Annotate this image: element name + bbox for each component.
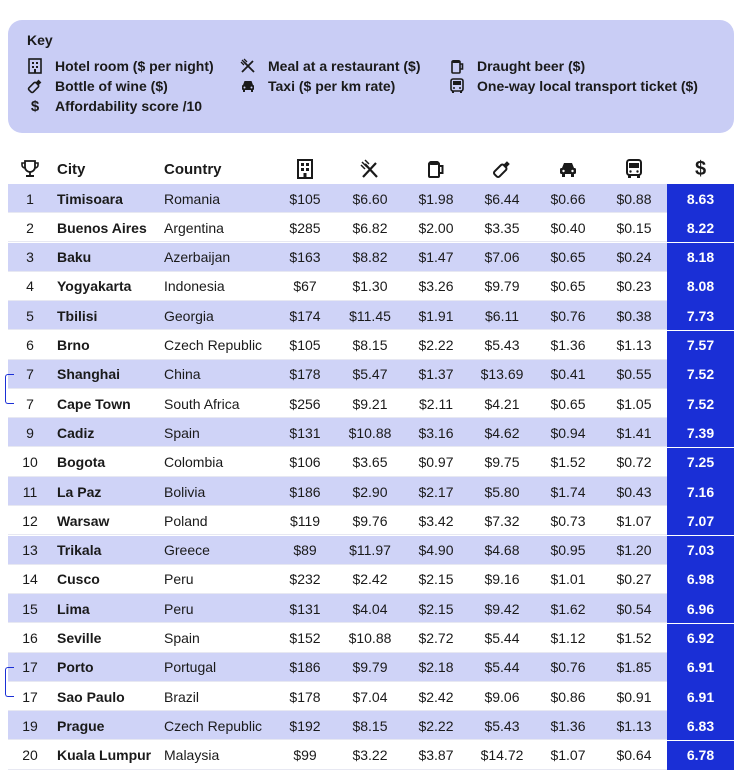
beer-cell: $3.26 — [418, 278, 454, 295]
key-label-taxi: Taxi ($ per km rate) — [268, 78, 396, 94]
hotel-cell: $106 — [289, 454, 321, 471]
taxi-cell: $0.76 — [550, 659, 586, 676]
meal-cell: $4.04 — [352, 600, 388, 617]
wine-cell: $9.16 — [484, 571, 520, 588]
hotel-cell: $105 — [289, 337, 321, 353]
rank-cell: 19 — [22, 717, 38, 734]
rank-cell: 14 — [22, 571, 38, 588]
wine-cell: $5.44 — [484, 630, 520, 646]
table-row — [8, 624, 734, 653]
city-cell: Baku — [57, 249, 92, 266]
meal-cell: $5.47 — [352, 366, 388, 383]
wine-bottle-icon — [471, 155, 533, 183]
rank-cell: 5 — [26, 307, 34, 324]
hotel-cell: $256 — [289, 395, 321, 412]
city-cell: Shanghai — [57, 366, 121, 383]
table-row — [8, 536, 734, 565]
country-cell: Czech Republic — [164, 337, 263, 353]
dollar-icon: $ — [30, 97, 40, 115]
wine-cell: $9.79 — [484, 278, 520, 295]
country-cell: Portugal — [164, 659, 217, 676]
taxi-cell: $0.65 — [550, 395, 586, 412]
table-row — [8, 418, 734, 447]
key-label-hotel: Hotel room ($ per night) — [55, 58, 214, 74]
beer-cell: $3.87 — [418, 747, 454, 764]
key-label-score: Affordability score /10 — [55, 98, 203, 114]
rank-cell: 9 — [26, 424, 34, 441]
score-cell: 6.91 — [667, 682, 734, 711]
beer-cell: $1.98 — [418, 190, 454, 207]
hotel-cell: $178 — [289, 366, 321, 383]
taxi-cell: $0.95 — [550, 542, 586, 559]
rank-cell: 10 — [22, 454, 38, 471]
wine-cell: $4.21 — [484, 395, 520, 412]
rank-cell: 12 — [22, 512, 38, 529]
meal-cell: $10.88 — [348, 424, 392, 441]
taxi-cell: $1.62 — [550, 600, 586, 617]
score-cell: 6.98 — [667, 565, 734, 594]
hotel-cell: $131 — [289, 424, 321, 441]
hotel-cell: $285 — [289, 219, 321, 236]
beer-cell: $2.22 — [418, 337, 454, 353]
city-cell: Lima — [57, 600, 90, 617]
wine-cell: $9.06 — [484, 688, 520, 705]
beer-cell: $2.00 — [418, 219, 454, 236]
rank-cell: 16 — [22, 630, 38, 646]
taxi-icon — [537, 155, 599, 183]
city-cell: Trikala — [57, 542, 102, 559]
wine-cell: $5.44 — [484, 659, 520, 676]
beer-icon — [405, 155, 467, 183]
rank-cell: 11 — [22, 483, 38, 500]
hotel-cell: $89 — [293, 542, 317, 559]
rank-cell: 7 — [26, 366, 34, 383]
taxi-cell: $1.52 — [550, 454, 586, 471]
header-score: $ — [694, 157, 707, 180]
beer-cell: $2.17 — [418, 483, 454, 500]
rank-cell: 7 — [26, 395, 34, 412]
beer-cell: $2.22 — [418, 717, 454, 734]
transport-cell: $0.72 — [616, 454, 652, 471]
beer-icon — [449, 58, 465, 74]
beer-cell: $2.11 — [419, 395, 453, 412]
meal-cell: $9.21 — [352, 395, 388, 412]
taxi-cell: $1.07 — [550, 747, 586, 764]
hotel-icon — [27, 58, 43, 74]
taxi-cell: $0.65 — [550, 278, 586, 295]
transport-cell: $0.23 — [616, 278, 652, 295]
city-cell: Tbilisi — [57, 307, 98, 324]
table-row — [8, 448, 734, 477]
country-cell: Romania — [164, 190, 221, 207]
score-cell: 6.92 — [667, 624, 734, 653]
utensils-icon — [240, 58, 256, 74]
transport-cell: $1.41 — [616, 424, 652, 441]
wine-cell: $6.11 — [485, 307, 519, 324]
wine-cell: $5.80 — [484, 483, 520, 500]
meal-cell: $6.60 — [352, 190, 388, 207]
taxi-cell: $0.76 — [550, 307, 586, 324]
score-cell: 7.52 — [667, 389, 734, 418]
transport-cell: $1.05 — [616, 395, 652, 412]
hotel-cell: $186 — [289, 659, 321, 676]
transport-cell: $1.85 — [616, 659, 652, 676]
city-cell: Buenos Aires — [57, 219, 147, 236]
city-cell: Yogyakarta — [57, 278, 132, 295]
beer-cell: $4.90 — [418, 542, 454, 559]
score-cell: 6.96 — [667, 594, 734, 623]
transport-cell: $0.54 — [616, 600, 652, 617]
country-cell: Indonesia — [164, 278, 225, 295]
table-row — [8, 711, 734, 740]
meal-cell: $9.79 — [352, 659, 388, 676]
hotel-cell: $186 — [289, 483, 321, 500]
transport-cell: $1.13 — [616, 717, 652, 734]
meal-cell: $3.65 — [352, 454, 388, 471]
rank-cell: 15 — [22, 600, 38, 617]
country-cell: Malaysia — [164, 747, 220, 764]
rank-cell: 6 — [26, 337, 34, 353]
meal-cell: $2.42 — [352, 571, 388, 588]
meal-cell: $8.15 — [352, 717, 388, 734]
score-cell: 7.16 — [667, 477, 734, 506]
meal-cell: $11.97 — [349, 542, 391, 559]
score-cell: 7.03 — [667, 536, 734, 565]
meal-cell: $8.82 — [352, 249, 388, 266]
key-item-transport — [449, 78, 698, 94]
transport-cell: $1.13 — [616, 337, 652, 353]
bus-icon — [603, 155, 665, 183]
city-cell: Bogota — [57, 454, 106, 471]
table-row — [8, 360, 734, 389]
city-cell: Seville — [57, 630, 102, 646]
header-city: City — [57, 160, 86, 178]
table-header — [0, 155, 742, 183]
hotel-icon — [274, 155, 336, 183]
hotel-cell: $119 — [289, 512, 321, 529]
rank-cell: 1 — [26, 190, 34, 207]
transport-cell: $0.64 — [616, 747, 652, 764]
beer-cell: $2.42 — [418, 688, 454, 705]
wine-cell: $4.68 — [484, 542, 520, 559]
country-cell: Greece — [164, 542, 210, 559]
hotel-cell: $232 — [289, 571, 321, 588]
score-cell: 8.22 — [667, 213, 734, 242]
table-row — [8, 653, 734, 682]
hotel-cell: $67 — [293, 278, 317, 295]
transport-cell: $0.15 — [616, 219, 652, 236]
beer-cell: $1.47 — [418, 249, 454, 266]
key-title: Key — [27, 32, 53, 48]
rank-cell: 13 — [22, 542, 38, 559]
wine-cell: $5.43 — [484, 717, 520, 734]
taxi-cell: $0.65 — [550, 249, 586, 266]
transport-cell: $0.27 — [616, 571, 652, 588]
beer-cell: $2.18 — [418, 659, 454, 676]
wine-cell: $7.32 — [484, 512, 520, 529]
key-label-wine: Bottle of wine ($) — [55, 78, 168, 94]
city-cell: Prague — [57, 717, 105, 734]
table-row — [8, 331, 734, 360]
hotel-cell: $192 — [289, 717, 321, 734]
beer-cell: $2.72 — [418, 630, 454, 646]
country-cell: South Africa — [164, 395, 240, 412]
transport-cell: $0.38 — [616, 307, 652, 324]
table-row — [8, 243, 734, 272]
country-cell: Spain — [164, 630, 200, 646]
taxi-cell: $0.86 — [550, 688, 586, 705]
wine-cell: $9.75 — [484, 454, 520, 471]
wine-bottle-icon — [27, 78, 43, 94]
table-row — [8, 594, 734, 623]
taxi-cell: $0.94 — [550, 424, 586, 441]
rank-cell: 4 — [26, 278, 34, 295]
taxi-cell: $0.66 — [550, 190, 586, 207]
city-cell: Warsaw — [57, 512, 110, 529]
city-cell: Cape Town — [57, 395, 131, 412]
header-country: Country — [164, 160, 222, 178]
score-cell: 7.57 — [667, 331, 734, 360]
hotel-cell: $163 — [289, 249, 321, 266]
table-row — [8, 565, 734, 594]
country-cell: Bolivia — [164, 483, 206, 500]
city-cell: Porto — [57, 659, 94, 676]
table-row — [8, 506, 734, 535]
rank-cell: 20 — [22, 747, 38, 764]
table-row — [8, 184, 734, 213]
table-row — [8, 389, 734, 418]
beer-cell: $1.37 — [418, 366, 454, 383]
wine-cell: $14.72 — [480, 747, 524, 764]
table-row — [8, 272, 734, 301]
key-item-meal — [240, 58, 421, 74]
key-item-wine — [27, 78, 168, 94]
trophy-icon — [16, 155, 44, 183]
rank-cell: 17 — [22, 659, 38, 676]
score-cell: 7.73 — [667, 301, 734, 330]
taxi-cell: $1.01 — [550, 571, 586, 588]
score-cell: 6.78 — [667, 741, 734, 770]
meal-cell: $6.82 — [352, 219, 388, 236]
city-cell: Brno — [57, 337, 90, 353]
hotel-cell: $178 — [289, 688, 321, 705]
key-label-meal: Meal at a restaurant ($) — [268, 58, 421, 74]
meal-cell: $10.88 — [348, 630, 392, 646]
country-cell: Colombia — [164, 454, 224, 471]
meal-cell: $11.45 — [349, 307, 391, 324]
tie-bracket — [5, 667, 14, 697]
country-cell: Brazil — [164, 688, 200, 705]
taxi-cell: $0.41 — [550, 366, 586, 383]
beer-cell: $0.97 — [418, 454, 454, 471]
transport-cell: $0.43 — [616, 483, 652, 500]
score-cell: 6.83 — [667, 711, 734, 740]
key-panel — [8, 20, 734, 133]
table-row — [8, 213, 734, 242]
score-cell: 7.39 — [667, 418, 734, 447]
city-cell: Sao Paulo — [57, 688, 125, 705]
country-cell: China — [164, 366, 201, 383]
key-item-taxi — [240, 78, 395, 94]
meal-cell: $2.90 — [352, 483, 388, 500]
city-cell: Timisoara — [57, 190, 123, 207]
meal-cell: $7.04 — [352, 688, 388, 705]
beer-cell: $3.16 — [418, 424, 454, 441]
wine-cell: $7.06 — [484, 249, 520, 266]
table-row — [8, 301, 734, 330]
taxi-cell: $1.12 — [550, 630, 586, 646]
wine-cell: $5.43 — [484, 337, 520, 353]
wine-cell: $4.62 — [484, 424, 520, 441]
taxi-cell: $1.36 — [550, 337, 586, 353]
taxi-cell: $0.73 — [550, 512, 586, 529]
meal-cell: $1.30 — [352, 278, 388, 295]
bus-icon — [449, 78, 465, 94]
score-cell: 6.91 — [667, 653, 734, 682]
wine-cell: $13.69 — [480, 366, 524, 383]
hotel-cell: $152 — [289, 630, 321, 646]
table-row — [8, 741, 734, 770]
key-item-hotel — [27, 58, 214, 74]
wine-cell: $6.44 — [484, 190, 520, 207]
wine-cell: $9.42 — [484, 600, 520, 617]
rank-cell: 17 — [22, 688, 38, 705]
hotel-cell: $105 — [289, 190, 321, 207]
country-cell: Spain — [164, 424, 200, 441]
transport-cell: $0.88 — [616, 190, 652, 207]
meal-cell: $3.22 — [352, 747, 388, 764]
rank-cell: 3 — [26, 249, 34, 266]
city-cell: Cadiz — [57, 424, 95, 441]
beer-cell: $3.42 — [418, 512, 454, 529]
transport-cell: $0.55 — [616, 366, 652, 383]
wine-cell: $3.35 — [484, 219, 520, 236]
tie-bracket — [5, 374, 14, 404]
meal-cell: $8.15 — [352, 337, 388, 353]
score-cell: 7.07 — [667, 506, 734, 535]
beer-cell: $1.91 — [418, 307, 454, 324]
score-cell: 8.18 — [667, 243, 734, 272]
transport-cell: $1.07 — [616, 512, 652, 529]
key-item-beer — [449, 58, 585, 74]
hotel-cell: $174 — [289, 307, 321, 324]
country-cell: Azerbaijan — [164, 249, 231, 266]
hotel-cell: $131 — [289, 600, 321, 617]
utensils-icon — [339, 155, 401, 183]
score-cell: 8.63 — [667, 184, 734, 213]
city-cell: Kuala Lumpur — [57, 747, 152, 764]
key-item-score — [27, 98, 202, 114]
hotel-cell: $99 — [293, 747, 317, 764]
transport-cell: $0.91 — [616, 688, 652, 705]
country-cell: Peru — [164, 571, 194, 588]
table-row — [8, 682, 734, 711]
taxi-cell: $1.74 — [550, 483, 586, 500]
beer-cell: $2.15 — [418, 571, 454, 588]
transport-cell: $1.20 — [616, 542, 652, 559]
transport-cell: $1.52 — [616, 630, 652, 646]
taxi-cell: $1.36 — [550, 717, 586, 734]
country-cell: Georgia — [164, 307, 214, 324]
key-label-beer: Draught beer ($) — [477, 58, 586, 74]
country-cell: Peru — [164, 600, 194, 617]
city-cell: Cusco — [57, 571, 100, 588]
score-cell: 7.25 — [667, 448, 734, 477]
country-cell: Czech Republic — [164, 717, 263, 734]
score-cell: 8.08 — [667, 272, 734, 301]
transport-cell: $0.24 — [616, 249, 652, 266]
score-cell: 7.52 — [667, 360, 734, 389]
taxi-icon — [240, 78, 256, 94]
meal-cell: $9.76 — [352, 512, 388, 529]
rank-cell: 2 — [26, 219, 34, 236]
taxi-cell: $0.40 — [550, 219, 586, 236]
country-cell: Poland — [164, 512, 208, 529]
key-label-transport: One-way local transport ticket ($) — [477, 78, 698, 94]
beer-cell: $2.15 — [418, 600, 454, 617]
country-cell: Argentina — [164, 219, 224, 236]
city-cell: La Paz — [57, 483, 102, 500]
table-row — [8, 477, 734, 506]
